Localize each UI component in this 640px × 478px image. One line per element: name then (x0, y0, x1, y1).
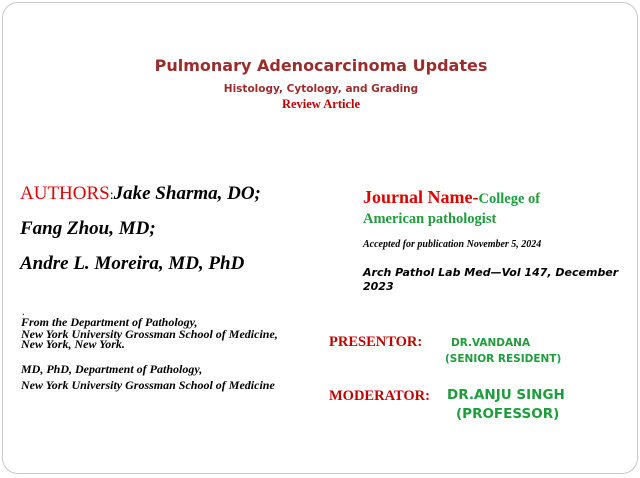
authors-line-1 (20, 183, 261, 205)
affiliation-bullet: . (22, 307, 25, 318)
slide-title: Pulmonary Adenocarcinoma Updates (154, 56, 488, 75)
slide (2, 2, 638, 474)
moderator-role: (PROFESSOR) (456, 406, 560, 422)
affiliation-line-5: New York University Grossman School of Medicine (21, 378, 275, 392)
affiliation-line-2: New York University Grossman School of Medicine, (21, 327, 278, 341)
journal-name-part-2: American pathologist (363, 211, 497, 227)
journal-label: Journal Name (363, 187, 473, 207)
authors-separator: : (109, 188, 114, 203)
author-2: Fang Zhou, MD; (20, 218, 156, 239)
journal-name-part-1: College of (478, 191, 541, 207)
affiliation-line-1: From the Department of Pathology, (21, 315, 198, 329)
journal-dash: - (472, 187, 479, 207)
article-type: Review Article (281, 97, 361, 111)
authors-label: AUTHORS (20, 183, 110, 204)
presenter-label: PRESENTOR: (329, 334, 423, 350)
moderator-label: MODERATOR: (329, 388, 430, 404)
moderator-name: DR.ANJU SINGH (447, 387, 565, 403)
citation-line-1: Arch Pathol Lab Med—Vol 147, December (363, 266, 619, 279)
accepted-date: Accepted for publication November 5, 2024 (363, 239, 542, 250)
presenter-role: (SENIOR RESIDENT) (445, 353, 562, 365)
author-3: Andre L. Moreira, MD, PhD (20, 253, 245, 274)
affiliation-line-3: New York, New York. (21, 337, 125, 351)
slide-subtitle: Histology, Cytology, and Grading (223, 83, 419, 95)
journal-line-1 (363, 187, 540, 208)
author-1: Jake Sharma, DO; (113, 183, 261, 204)
affiliation-line-4: MD, PhD, Department of Pathology, (21, 362, 203, 376)
citation-line-2: 2023 (363, 280, 394, 293)
presenter-name: DR.VANDANA (451, 337, 531, 349)
